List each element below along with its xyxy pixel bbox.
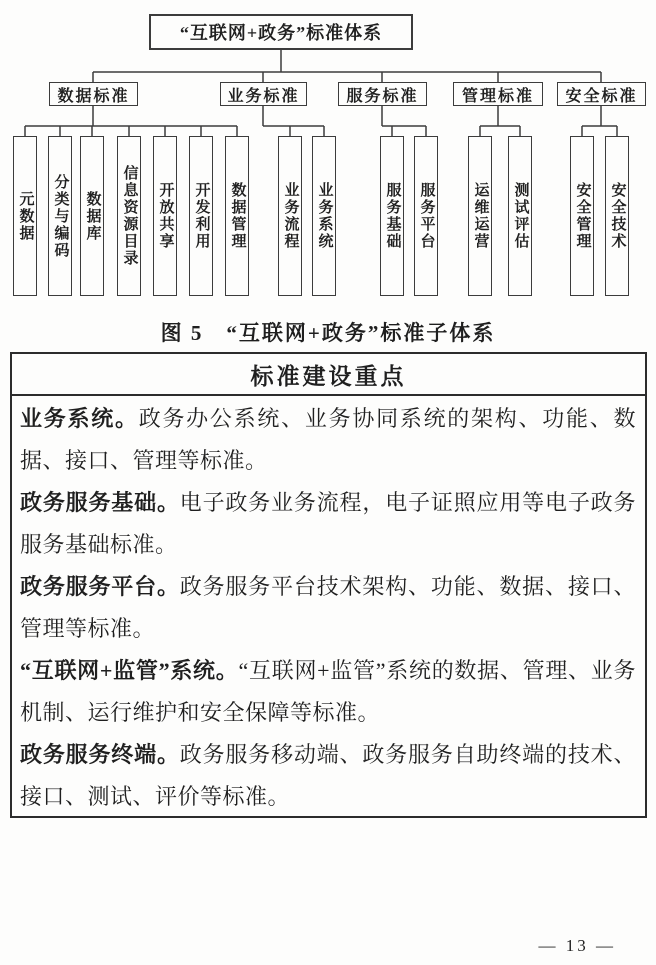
panel-item-lead: “互联网+监管”系统。 (20, 658, 239, 683)
tree-leaf-box: 数据库 (80, 136, 104, 296)
tree-branch-box-service: 服务标准 (338, 82, 427, 106)
tree-leaf-box: 数据管理 (225, 136, 249, 296)
tree-leaf-box: 测试评估 (508, 136, 532, 296)
panel-item-lead: 业务系统。 (20, 406, 139, 431)
tree-leaf-box: 业务系统 (312, 136, 336, 296)
figure-caption: 图 5 “互联网+政务”标准子体系 (160, 321, 496, 345)
tree-root-box: “互联网+政务”标准体系 (149, 14, 413, 50)
tree-leaf-box: 安全管理 (570, 136, 594, 296)
tree-branch-box-business: 业务标准 (220, 82, 307, 106)
panel-item-text: “互联网+监管”系统的数据、管理、业务机制、运行维护和安全保障等标准。 (20, 658, 636, 725)
tree-leaf-box: 运维运营 (468, 136, 492, 296)
tree-leaf-box: 安全技术 (605, 136, 629, 296)
tree-leaf-box: 信息资源目录 (117, 136, 141, 296)
tree-branch-box-management: 管理标准 (453, 82, 543, 106)
panel-item-text: 电子政务业务流程，电子证照应用等电子政务服务基础标准。 (20, 490, 636, 557)
tree-leaf-box: 开放共享 (153, 136, 177, 296)
tree-branch-box-data: 数据标准 (49, 82, 138, 106)
panel-item-lead: 政务服务基础。 (20, 490, 180, 515)
panel-item (20, 398, 636, 482)
tree-leaf-box: 服务平台 (414, 136, 438, 296)
panel-title: 标准建设重点 (12, 354, 645, 396)
panel-item-text: 政务服务平台技术架构、功能、数据、接口、管理等标准。 (20, 574, 636, 641)
panel-item-text: 政务服务移动端、政务服务自助终端的技术、接口、测试、评价等标准。 (20, 742, 636, 809)
panel-body (12, 396, 645, 818)
panel-item-text: 政务办公系统、业务协同系统的架构、功能、数据、接口、管理等标准。 (20, 406, 636, 473)
tree-leaf-box: 元数据 (13, 136, 37, 296)
standards-tree-diagram (0, 0, 656, 312)
panel-item-lead: 政务服务终端。 (20, 742, 180, 767)
tree-leaf-box: 服务基础 (380, 136, 404, 296)
panel-item (20, 650, 636, 734)
panel-item (20, 482, 636, 566)
tree-leaf-box: 业务流程 (278, 136, 302, 296)
tree-leaf-box: 开发利用 (189, 136, 213, 296)
key-points-panel (10, 352, 647, 818)
tree-leaf-box: 分类与编码 (48, 136, 72, 296)
panel-item (20, 734, 636, 818)
page-number: — 13 — (538, 936, 616, 955)
tree-branch-box-security: 安全标准 (557, 82, 646, 106)
panel-item-lead: 政务服务平台。 (20, 574, 180, 599)
panel-item (20, 566, 636, 650)
